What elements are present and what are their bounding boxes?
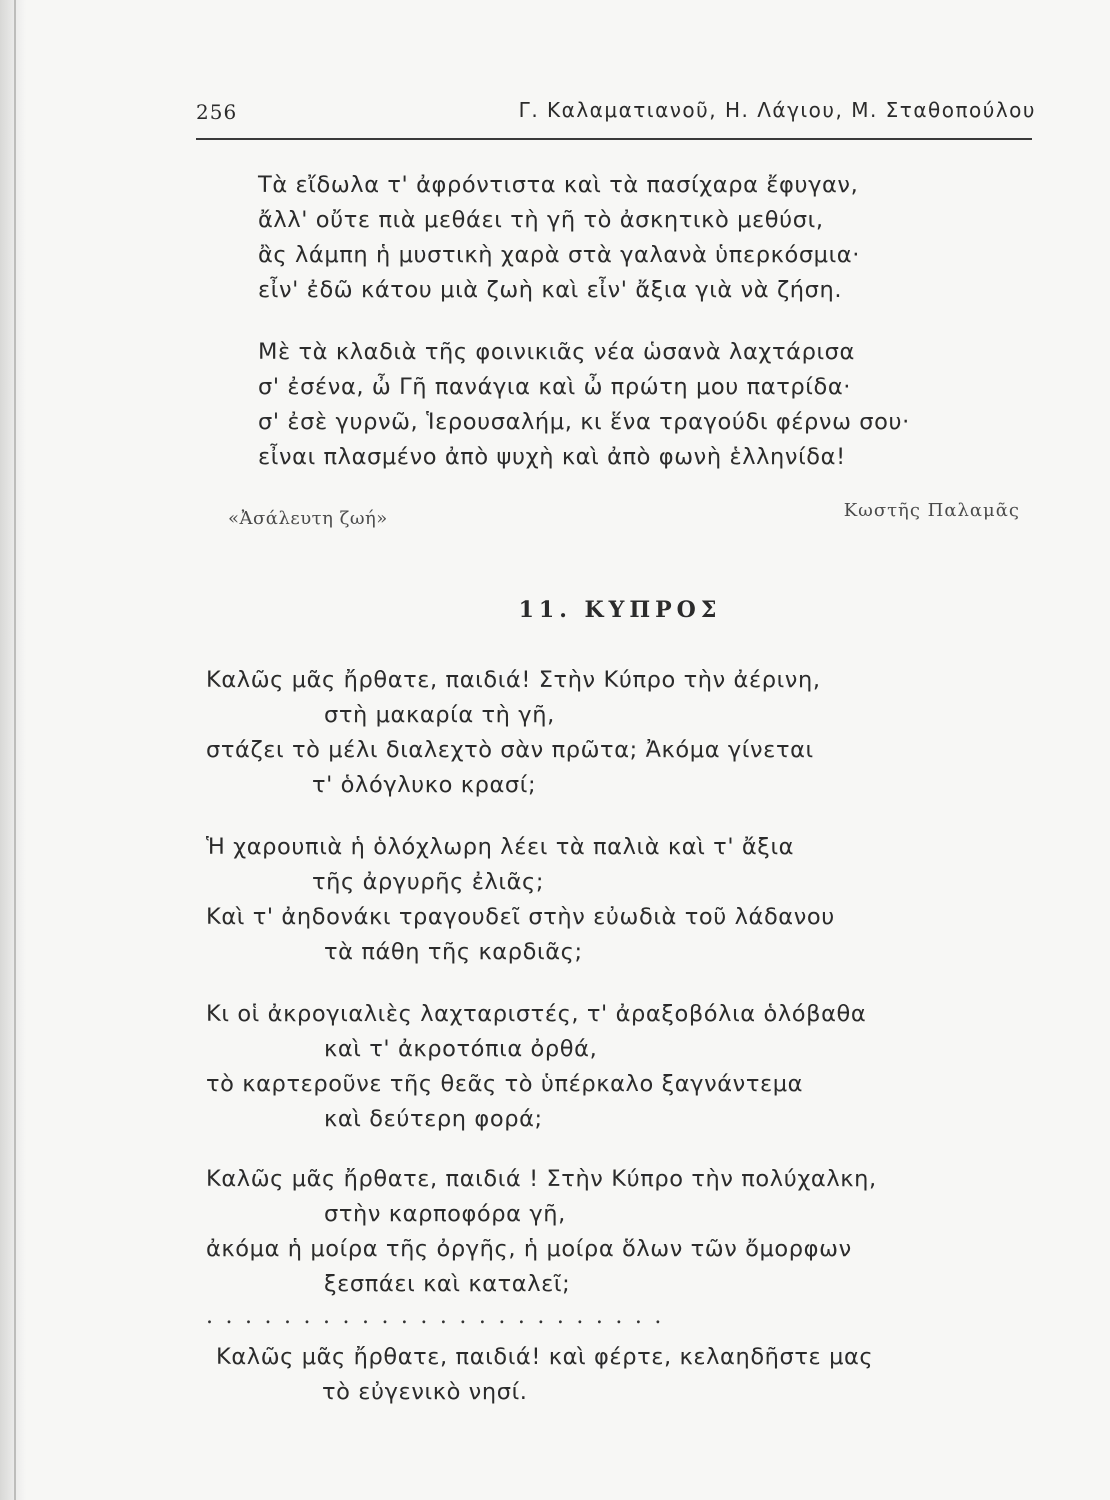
poem-line: εἶναι πλασμένο ἀπὸ ψυχὴ καὶ ἀπὸ φωνὴ ἑλληνίδα! bbox=[258, 444, 846, 470]
poem2-stanza-3 bbox=[206, 997, 866, 1137]
poem-line: τὸ εὐγενικὸ νησί. bbox=[322, 1379, 528, 1405]
poem-line: ξεσπάει καὶ καταλεῖ; bbox=[324, 1271, 571, 1297]
poem-line: τ' ὁλόγλυκο κρασί; bbox=[312, 772, 537, 798]
poem2-stanza-2 bbox=[206, 830, 835, 970]
poem-author: Κωστῆς Παλαμᾶς bbox=[843, 500, 1020, 521]
page-spine-shadow bbox=[0, 0, 26, 1500]
page-spine-edge bbox=[14, 0, 16, 1500]
poem-line: καὶ τ' ἀκροτόπια ὀρθά, bbox=[324, 1036, 598, 1062]
poem-line: τῆς ἀργυρῆς ἐλιᾶς; bbox=[312, 869, 545, 895]
poem-line: στάζει τὸ μέλι διαλεχτὸ σὰν πρῶτα; Ἀκόμα γίνεται bbox=[206, 737, 814, 763]
poem-line: Κι οἱ ἀκρογιαλιὲς λαχταριστές, τ' ἀραξοβόλια ὁλόβαθα bbox=[206, 1001, 867, 1027]
poem-line: σ' ἐσὲ γυρνῶ, Ἱερουσαλήμ, κι ἕνα τραγούδι φέρνω σου· bbox=[258, 409, 910, 435]
poem-line: εἶν' ἐδῶ κάτου μιὰ ζωὴ καὶ εἶν' ἄξια γιὰ νὰ ζήση. bbox=[258, 277, 843, 303]
poem-line: στὴν καρποφόρα γῆ, bbox=[324, 1201, 566, 1227]
poem1-stanza-1 bbox=[258, 168, 860, 308]
poem2-stanza-1 bbox=[206, 663, 821, 803]
poem-line: Μὲ τὰ κλαδιὰ τῆς φοινικιᾶς νέα ὡσανὰ λαχτάρισα bbox=[258, 339, 855, 365]
poem-line: καὶ δεύτερη φορά; bbox=[324, 1106, 543, 1132]
poem2-stanza-4 bbox=[206, 1162, 877, 1302]
poem-line: Ἡ χαρουπιὰ ἡ ὁλόχλωρη λέει τὰ παλιὰ καὶ τ' ἄξια bbox=[206, 834, 795, 860]
poem-line: Καλῶς μᾶς ἤρθατε, παιδιά ! Στὴν Κύπρο τὴν πολύχαλκη, bbox=[206, 1166, 877, 1192]
poem-line: στὴ μακαρία τὴ γῆ, bbox=[324, 702, 555, 728]
poem-line: τὸ καρτεροῦνε τῆς θεᾶς τὸ ὑπέρκαλο ξαγνάντεμα bbox=[206, 1071, 804, 1097]
poem-line: ἂς λάμπη ἡ μυστικὴ χαρὰ στὰ γαλανὰ ὑπερκόσμια· bbox=[258, 242, 860, 268]
poem-line: Καλῶς μᾶς ἤρθατε, παιδιά! Στὴν Κύπρο τὴν ἀέρινη, bbox=[206, 667, 821, 693]
poem-line: Τὰ εἴδωλα τ' ἀφρόντιστα καὶ τὰ πασίχαρα ἔφυγαν, bbox=[258, 172, 859, 198]
poem-line: σ' ἐσένα, ὦ Γῆ πανάγια καὶ ὦ πρώτη μου πατρίδα· bbox=[258, 374, 852, 400]
poem-line: ἄλλ' οὔτε πιὰ μεθάει τὴ γῆ τὸ ἀσκητικὸ μεθύσι, bbox=[258, 207, 824, 233]
page-header bbox=[196, 100, 1036, 130]
poem-line: Καὶ τ' ἀηδονάκι τραγουδεῖ στὴν εὐωδιὰ τοῦ λάδανου bbox=[206, 904, 835, 930]
poem-line: τὰ πάθη τῆς καρδιᾶς; bbox=[324, 939, 583, 965]
page-number: 256 bbox=[196, 100, 238, 124]
poem2-stanza-5 bbox=[216, 1340, 873, 1410]
poem-line: ἀκόμα ἡ μοίρα τῆς ὀργῆς, ἡ μοίρα ὅλων τῶν ὄμορφων bbox=[206, 1236, 852, 1262]
header-rule bbox=[196, 138, 1032, 140]
poem-line: Καλῶς μᾶς ἤρθατε, παιδιά! καὶ φέρτε, κελαηδῆστε μας bbox=[216, 1344, 874, 1370]
running-head: Γ. Καλαματιανοῦ, Η. Λάγιου, Μ. Σταθοπούλου bbox=[518, 98, 1036, 122]
section-title: 11. ΚΥΠΡΟΣ bbox=[518, 597, 722, 623]
poem-source: «Ἀσάλευτη ζωή» bbox=[228, 508, 388, 529]
omission-ellipsis: ........................ bbox=[206, 1304, 674, 1329]
poem1-stanza-2 bbox=[258, 335, 910, 475]
